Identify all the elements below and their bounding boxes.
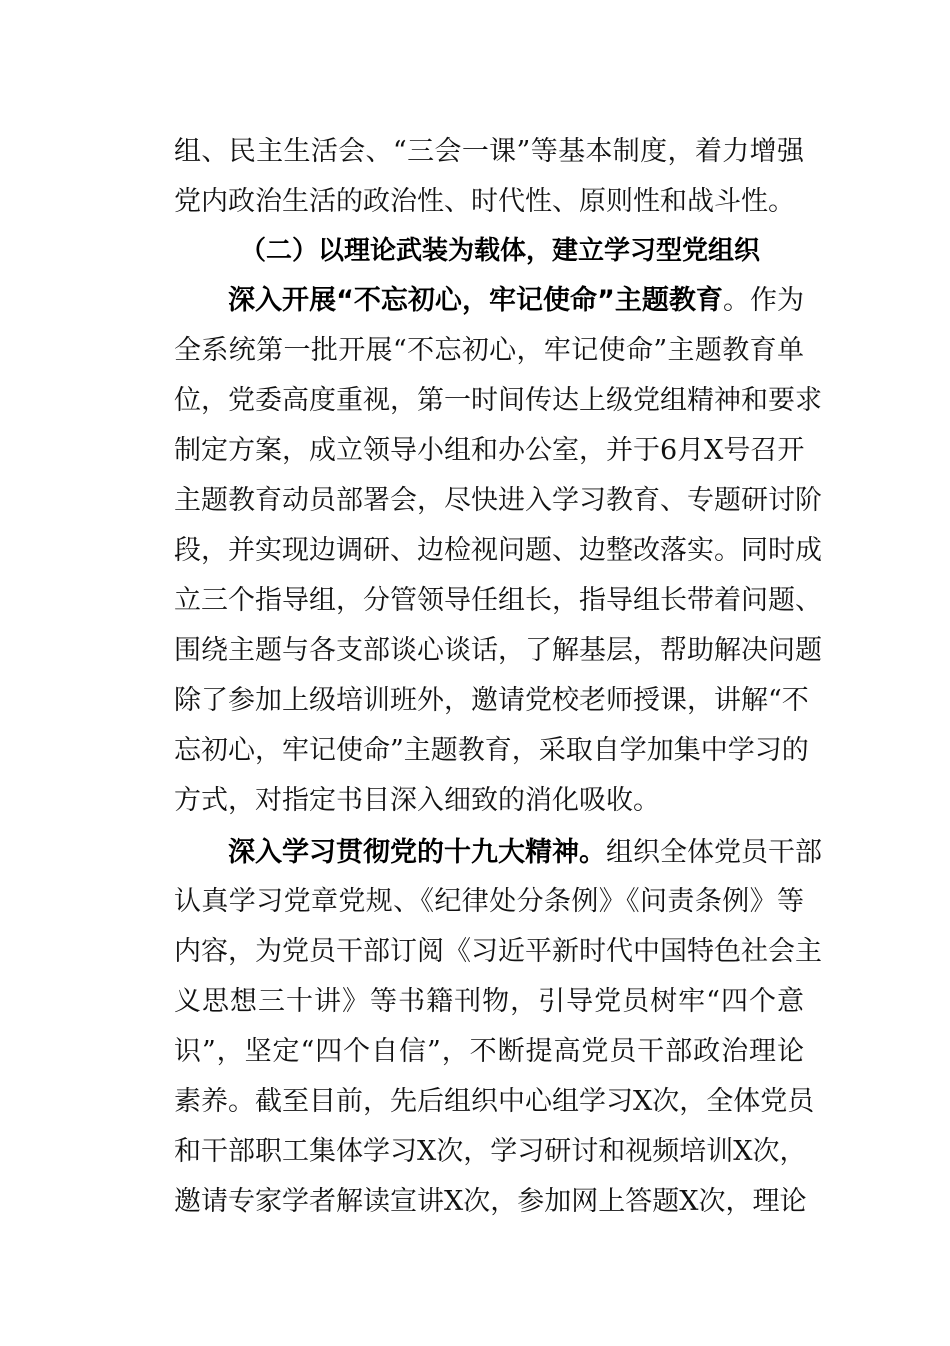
- paragraph-line: 组、民主生活会、“三会一课”等基本制度，着力增强: [174, 136, 804, 167]
- paragraph-line: 内容，为党员干部订阅《习近平新时代中国特色社会主: [174, 936, 822, 967]
- paragraph-line: 全系统第一批开展“不忘初心，牢记使命”主题教育单: [174, 335, 804, 366]
- paragraph-lead-bold: 深入学习贯彻党的十九大精神。: [228, 837, 606, 868]
- paragraph-line: 段，并实现边调研、边检视问题、边整改落实。同时成: [174, 535, 822, 566]
- section-heading: （二）以理论武装为载体，建立学习型党组织: [240, 236, 761, 266]
- paragraph-line: 制定方案，成立领导小组和办公室，并于6月X号召开: [174, 435, 805, 466]
- paragraph-line: 立三个指导组，分管领导任组长，指导组长带着问题、: [174, 585, 822, 616]
- paragraph-line: 义思想三十讲》等书籍刊物，引导党员树牢“四个意: [174, 986, 804, 1017]
- paragraph-line: 识”，坚定“四个自信”，不断提高党员干部政治理论: [174, 1036, 804, 1067]
- paragraph-line: 党内政治生活的政治性、时代性、原则性和战斗性。: [174, 186, 795, 217]
- paragraph-first-line: [228, 281, 804, 321]
- paragraph-line: 围绕主题与各支部谈心谈话，了解基层，帮助解决问题: [174, 635, 822, 666]
- paragraph-line: 和干部职工集体学习X次，学习研讨和视频培训X次，: [174, 1136, 807, 1167]
- paragraph-first-line: [228, 833, 822, 873]
- paragraph-line: 邀请专家学者解读宣讲X次，参加网上答题X次，理论: [174, 1186, 807, 1217]
- paragraph-lead-bold: 深入开展“不忘初心，牢记使命”主题教育: [228, 285, 723, 316]
- paragraph-line: 除了参加上级培训班外，邀请党校老师授课，讲解“不: [174, 685, 809, 716]
- paragraph-line: 忘初心，牢记使命”主题教育，采取自学加集中学习的: [174, 735, 809, 766]
- paragraph-line: 主题教育动员部署会，尽快进入学习教育、专题研讨阶: [174, 485, 822, 516]
- paragraph-lead-rest: 组织全体党员干部: [606, 837, 822, 868]
- paragraph-line: 方式，对指定书目深入细致的消化吸收。: [174, 785, 660, 816]
- paragraph-line: 素养。截至目前，先后组织中心组学习X次，全体党员: [174, 1086, 815, 1117]
- paragraph-lead-rest: 。作为: [722, 285, 805, 316]
- paragraph-line: 位，党委高度重视，第一时间传达上级党组精神和要求: [174, 385, 822, 416]
- paragraph-line: 认真学习党章党规、《纪律处分条例》《问责条例》等: [174, 886, 804, 917]
